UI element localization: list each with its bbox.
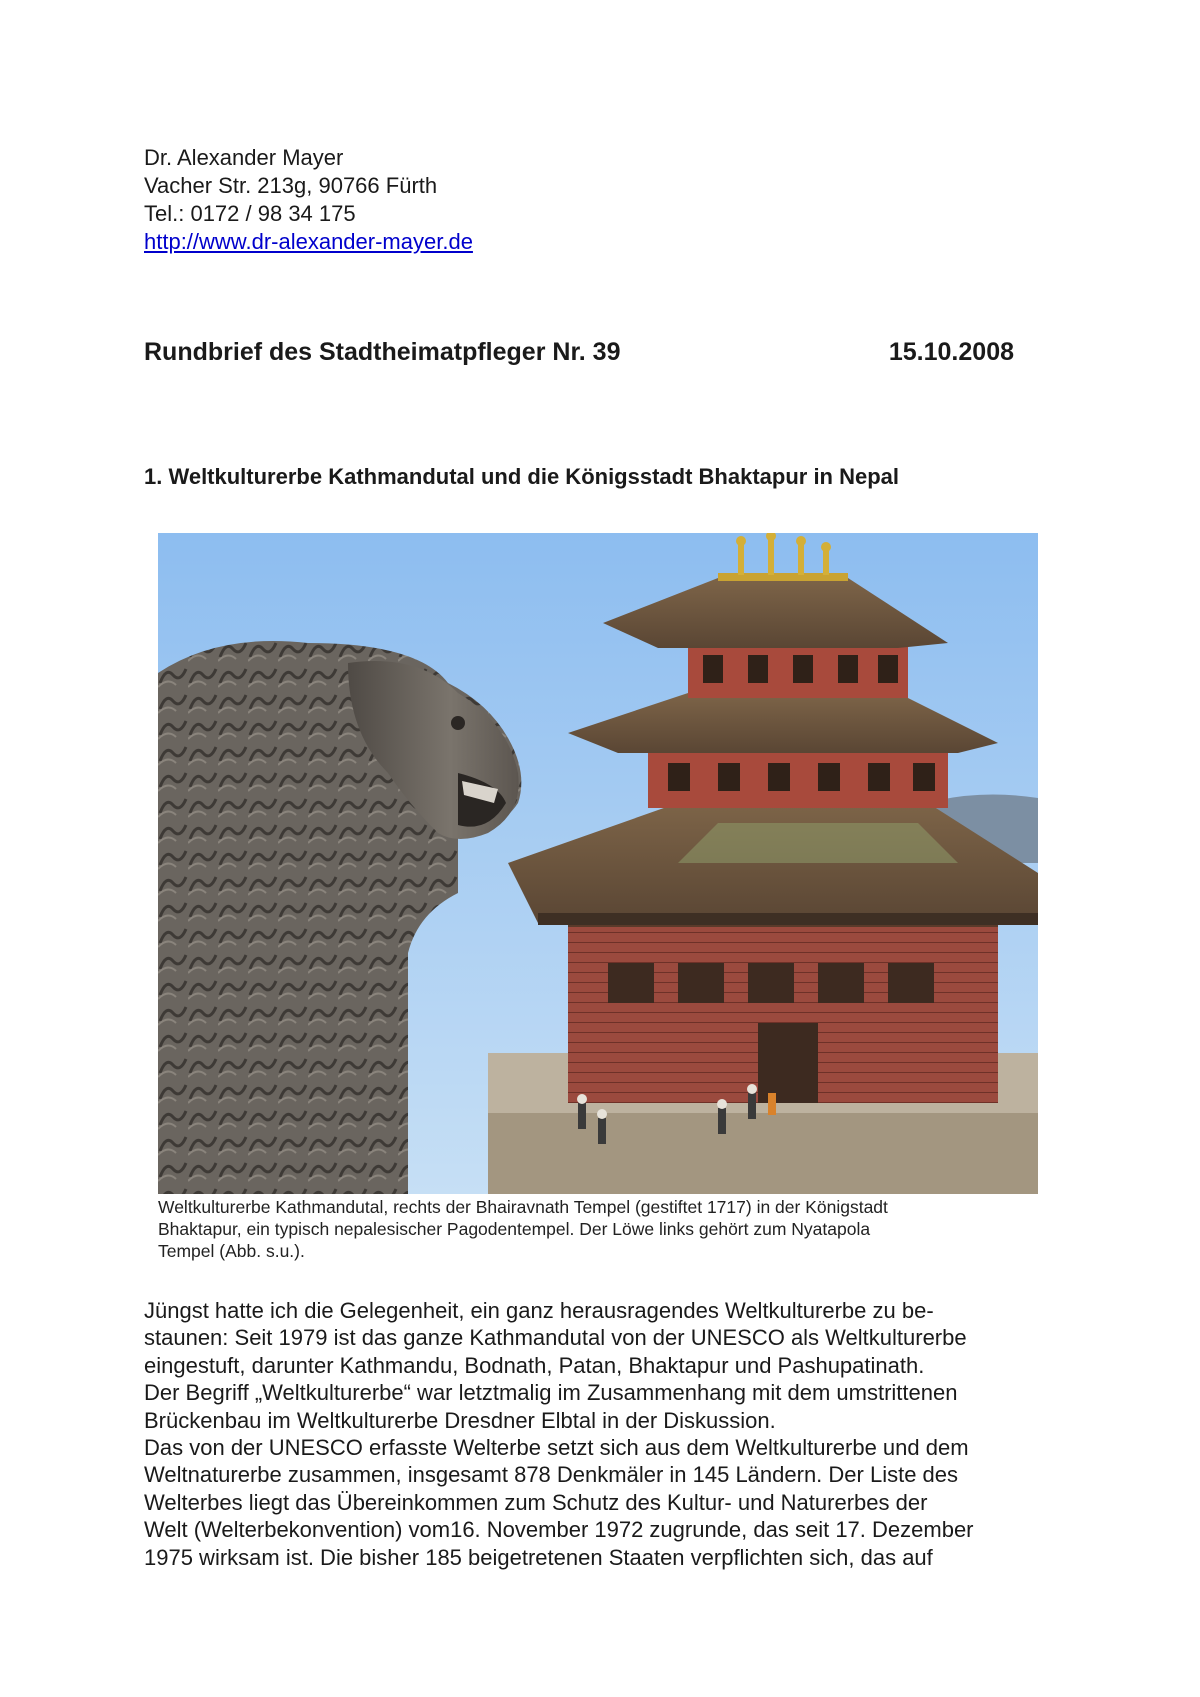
body-line: Welterbes liegt das Übereinkommen zum Schutz des Kultur- und Naturerbes der xyxy=(144,1489,928,1515)
body-line: Der Begriff „Weltkulturerbe“ war letztmalig im Zusammenhang mit dem umstrittenen xyxy=(144,1380,958,1406)
body-line: Weltnaturerbe zusammen, insgesamt 878 Denkmäler in 145 Ländern. Der Liste des xyxy=(144,1462,959,1488)
body-line: eingestuft, darunter Kathmandu, Bodnath, Patan, Bhaktapur und Pashupatinath. xyxy=(144,1352,925,1378)
section-heading: 1. Weltkulturerbe Kathmandutal und die Königsstadt Bhaktapur in Nepal xyxy=(144,464,900,489)
sender-street: Vacher Str. 213g, 90766 Fürth xyxy=(144,173,438,198)
body-line: Das von der UNESCO erfasste Welterbe setzt sich aus dem Weltkulturerbe und dem xyxy=(144,1435,969,1461)
figure-caption xyxy=(158,1196,1038,1262)
letter-date: 15.10.2008 xyxy=(888,338,1014,366)
body-line: 1975 wirksam ist. Die bisher 185 beigetretenen Staaten verpflichten sich, das auf xyxy=(144,1544,933,1570)
body-paragraphs xyxy=(144,1297,1084,1571)
body-line: Welt (Welterbekonvention) vom16. November 1972 zugrunde, das seit 17. Dezember xyxy=(144,1517,974,1543)
sender-name: Dr. Alexander Mayer xyxy=(144,145,344,170)
caption-line: Tempel (Abb. s.u.). xyxy=(158,1241,305,1261)
body-line: staunen: Seit 1979 ist das ganze Kathmandutal von der UNESCO als Weltkulturerbe xyxy=(144,1325,967,1351)
sender-address-block xyxy=(144,144,473,256)
sender-website-link[interactable]: http://www.dr-alexander-mayer.de xyxy=(144,229,473,254)
caption-line: Weltkulturerbe Kathmandutal, rechts der Bhairavnath Tempel (gestiftet 1717) in der Königstadt xyxy=(158,1197,888,1217)
letter-title-row xyxy=(144,338,1014,367)
body-line: Brückenbau im Weltkulturerbe Dresdner Elbtal in der Diskussion. xyxy=(144,1407,776,1433)
sender-phone: Tel.: 0172 / 98 34 175 xyxy=(144,201,356,226)
temple-photo xyxy=(158,533,1038,1194)
body-line: Jüngst hatte ich die Gelegenheit, ein ganz herausragendes Weltkulturerbe zu be- xyxy=(144,1298,934,1323)
caption-line: Bhaktapur, ein typisch nepalesischer Pagodentempel. Der Löwe links gehört zum Nyatapola xyxy=(158,1219,871,1239)
letter-title: Rundbrief des Stadtheimatpfleger Nr. 39 xyxy=(144,338,621,366)
